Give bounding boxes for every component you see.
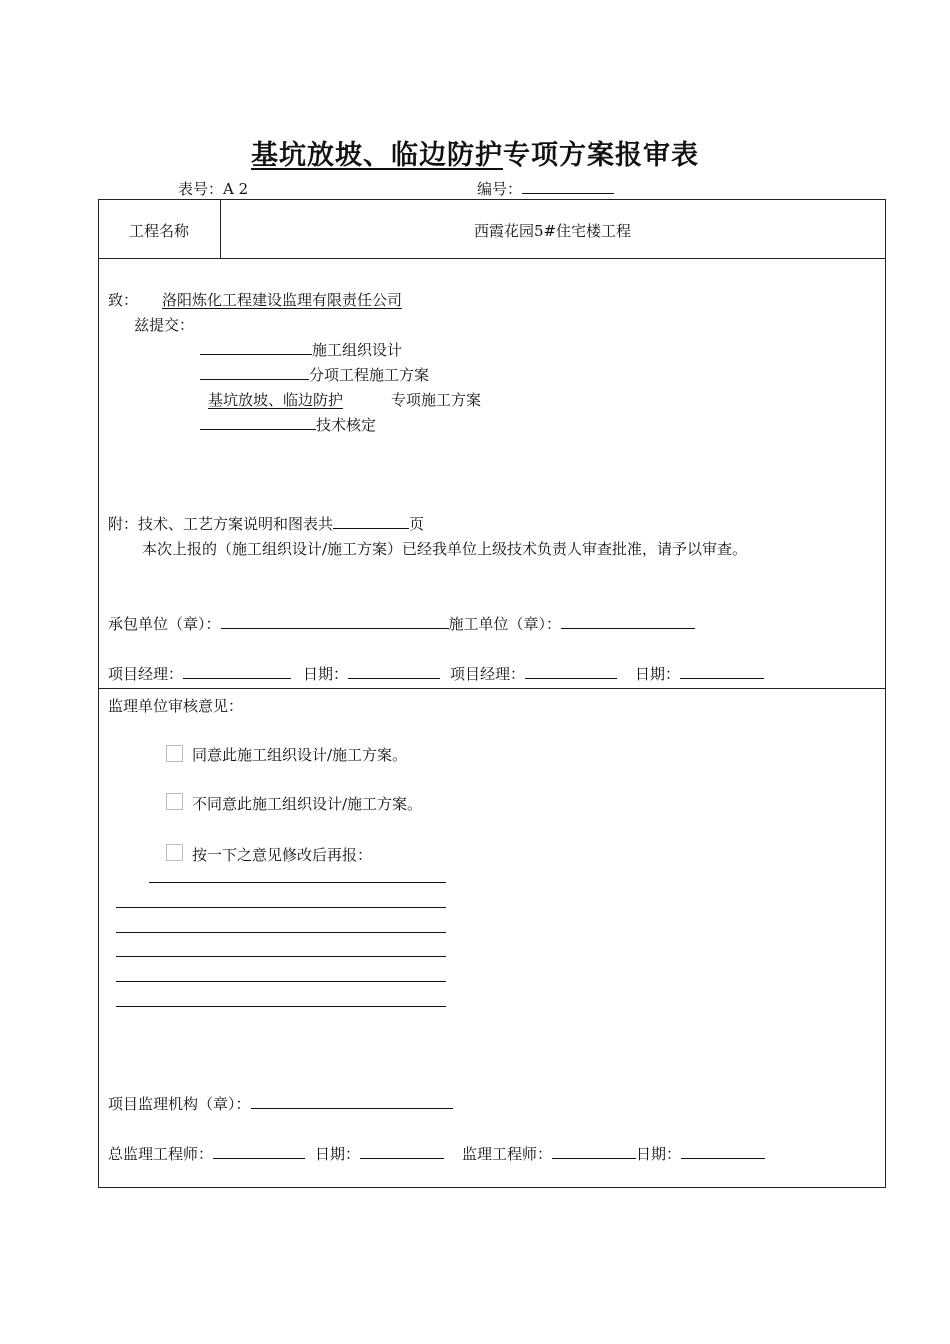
submission-item-blank[interactable]: [200, 415, 316, 430]
construction-seal-blank[interactable]: [561, 614, 695, 629]
submission-item: [200, 364, 429, 385]
date-blank[interactable]: [680, 664, 764, 679]
title-underlined: 基坑放坡、临边防护: [251, 140, 503, 171]
comment-line[interactable]: [116, 981, 446, 982]
attachment-pages-blank[interactable]: [333, 514, 409, 529]
title-rest: 专项方案报审表: [503, 140, 699, 171]
construction-unit-label: 施工单位（章）：: [448, 615, 562, 633]
review-option-revise: 按一下之意见修改后再报：: [192, 846, 373, 864]
review-option-approve: 同意此施工组织设计/施工方案。: [192, 746, 408, 764]
submission-item-text: 施工组织设计: [312, 341, 403, 359]
submission-item-text: 分项工程施工方案: [309, 366, 430, 384]
submission-item: [200, 339, 402, 360]
attachment-label: 附：技术、工艺方案说明和图表共: [108, 515, 334, 533]
project-manager-blank[interactable]: [183, 664, 291, 679]
checkbox[interactable]: [166, 844, 183, 861]
table-left-border: [98, 199, 99, 1187]
serial-number: [477, 178, 614, 199]
supervision-agency-blank[interactable]: [251, 1094, 453, 1109]
engineer-label: 监理工程师：: [462, 1145, 553, 1163]
contractor-label: 承包单位（章）：: [108, 615, 221, 633]
submission-item-prefix: 基坑放坡、临边防护: [208, 391, 344, 409]
date-label: 日期：: [635, 665, 681, 683]
addressee-value: 洛阳炼化工程建设监理有限责任公司: [162, 291, 403, 309]
review-heading: 监理单位审核意见：: [108, 697, 244, 715]
date-label: 日期：: [303, 665, 349, 683]
supervision-agency-line: [108, 1093, 453, 1114]
engineer-blank[interactable]: [552, 1144, 636, 1159]
comment-line[interactable]: [149, 882, 446, 883]
chief-engineer-label: 总监理工程师：: [108, 1145, 214, 1163]
checkbox[interactable]: [166, 793, 183, 810]
comment-line[interactable]: [116, 1006, 446, 1007]
form-number: [178, 178, 248, 199]
checkbox[interactable]: [166, 745, 183, 762]
comment-line[interactable]: [116, 956, 446, 957]
project-name-value: 西霞花园5#住宅楼工程: [473, 222, 632, 240]
attachment-line: [108, 513, 424, 534]
submission-item: [200, 389, 481, 410]
comment-line[interactable]: [116, 932, 446, 933]
attachment-unit: 页: [409, 515, 425, 533]
form-number-value: A 2: [223, 180, 249, 198]
table-right-border: [885, 199, 886, 1187]
form-number-label: 表号：: [178, 180, 224, 198]
project-manager-blank[interactable]: [525, 664, 617, 679]
comment-line[interactable]: [116, 907, 446, 908]
table-top-border: [98, 199, 886, 200]
submission-item-blank[interactable]: [200, 340, 312, 355]
date-label: 日期：: [636, 1145, 682, 1163]
submission-item: [200, 414, 376, 435]
submission-item-text: 专项施工方案: [391, 391, 482, 409]
project-manager-label: 项目经理：: [450, 665, 526, 683]
project-name-label: 工程名称: [128, 222, 189, 240]
date-label: 日期：: [315, 1145, 361, 1163]
project-row-border: [98, 258, 886, 259]
review-option-reject: 不同意此施工组织设计/施工方案。: [192, 795, 423, 813]
chief-engineer-blank[interactable]: [213, 1144, 305, 1159]
approval-statement: 本次上报的（施工组织设计/施工方案）已经我单位上级技术负责人审查批准，请予以审查。: [142, 540, 748, 558]
date-blank[interactable]: [360, 1144, 444, 1159]
date-blank[interactable]: [681, 1144, 765, 1159]
serial-number-blank[interactable]: [522, 179, 614, 194]
review-section-border: [98, 688, 886, 689]
addressee-line: [108, 289, 436, 310]
addressee-label: 致：: [108, 291, 139, 309]
submission-item-text: 技术核定: [316, 416, 377, 434]
serial-number-label: 编号：: [477, 180, 523, 198]
contractor-seal-blank[interactable]: [221, 614, 449, 629]
supervision-agency-label: 项目监理机构（章）：: [108, 1095, 251, 1113]
page-title: [0, 133, 950, 172]
engineer-signatures: [108, 1143, 765, 1164]
submission-item-blank[interactable]: [200, 365, 309, 380]
date-blank[interactable]: [348, 664, 440, 679]
submit-label: 兹提交：: [134, 316, 195, 334]
manager-signatures: [108, 663, 764, 684]
project-manager-label: 项目经理：: [108, 665, 184, 683]
table-bottom-border: [98, 1187, 886, 1188]
unit-signatures: [108, 613, 695, 634]
